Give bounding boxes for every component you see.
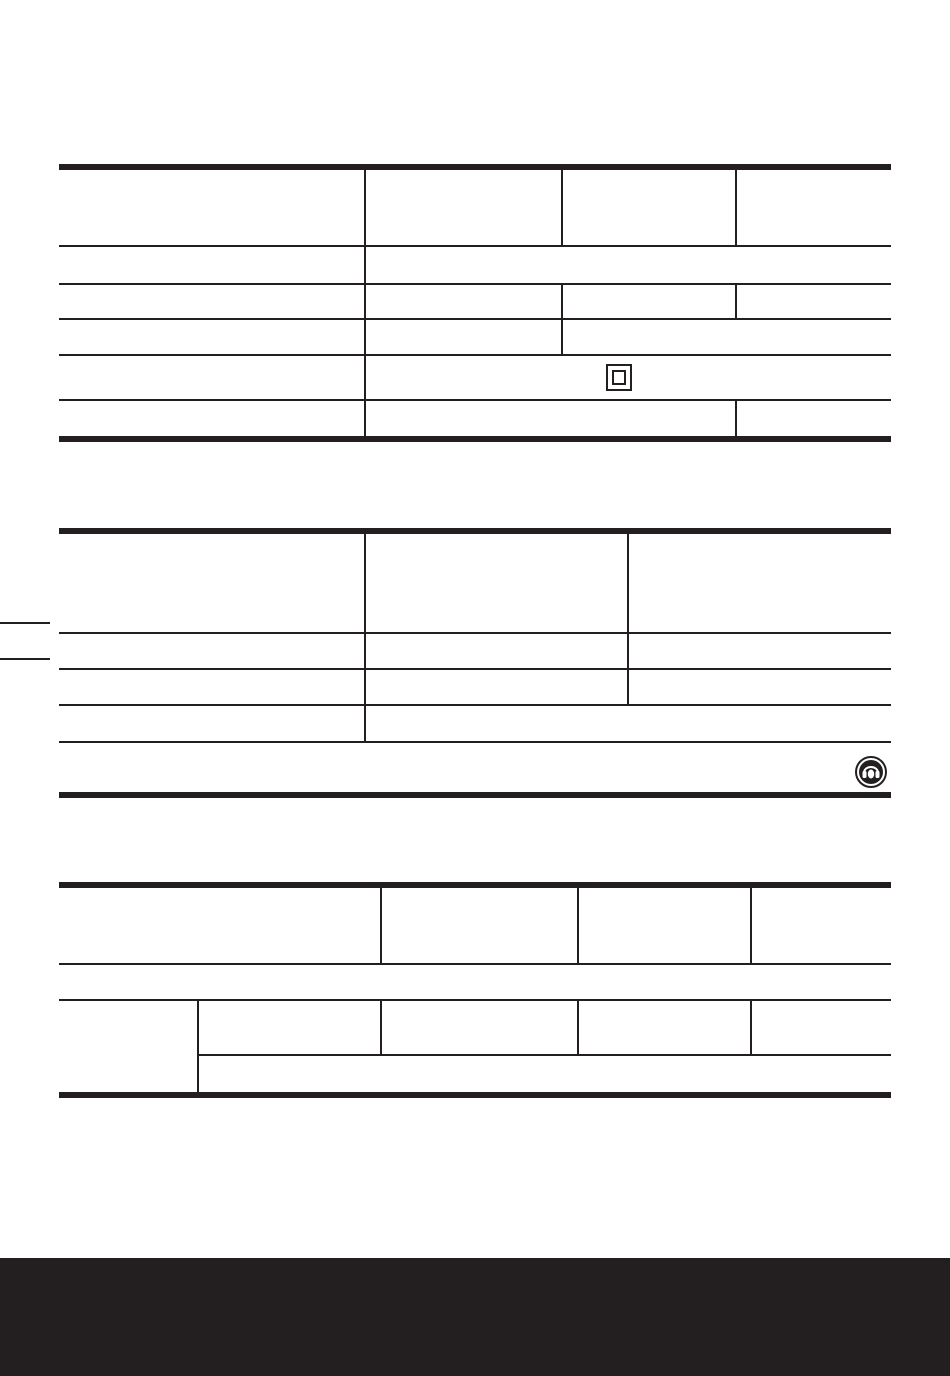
table-row-rule bbox=[59, 632, 891, 634]
column-divider bbox=[750, 1000, 752, 1055]
column-divider bbox=[735, 283, 737, 319]
column-divider bbox=[561, 283, 563, 354]
table-top-rule bbox=[59, 164, 891, 170]
table-row-rule bbox=[198, 1054, 891, 1056]
table-row-rule bbox=[59, 245, 891, 247]
column-divider bbox=[380, 1000, 382, 1055]
column-divider bbox=[735, 399, 737, 436]
table-bottom-rule bbox=[59, 1092, 891, 1098]
column-divider bbox=[364, 534, 366, 742]
column-divider bbox=[364, 170, 366, 436]
table-row-rule bbox=[59, 741, 891, 743]
column-divider bbox=[577, 888, 579, 964]
table-top-rule bbox=[59, 882, 891, 888]
table-top-rule bbox=[59, 528, 891, 534]
column-divider bbox=[561, 170, 563, 245]
column-divider bbox=[627, 534, 629, 705]
page-tab-mark bbox=[0, 622, 50, 624]
table-row-rule bbox=[59, 399, 891, 401]
table-row-rule bbox=[59, 668, 891, 670]
table-row-rule bbox=[59, 354, 891, 356]
table-row-rule bbox=[59, 283, 891, 285]
page-tab-mark bbox=[0, 658, 50, 660]
table-row-rule bbox=[59, 318, 891, 320]
table-bottom-rule bbox=[59, 436, 891, 442]
table-row-rule bbox=[59, 963, 891, 965]
ear-protection-icon bbox=[855, 756, 887, 788]
column-divider bbox=[577, 1000, 579, 1055]
column-divider bbox=[197, 1000, 199, 1092]
table-bottom-rule bbox=[59, 792, 891, 798]
table-row-rule bbox=[59, 999, 891, 1001]
column-divider bbox=[380, 888, 382, 964]
footer-band bbox=[0, 1258, 950, 1376]
column-divider bbox=[750, 888, 752, 964]
column-divider bbox=[735, 170, 737, 245]
double-insulation-icon bbox=[606, 364, 632, 391]
table-row-rule bbox=[59, 704, 891, 706]
